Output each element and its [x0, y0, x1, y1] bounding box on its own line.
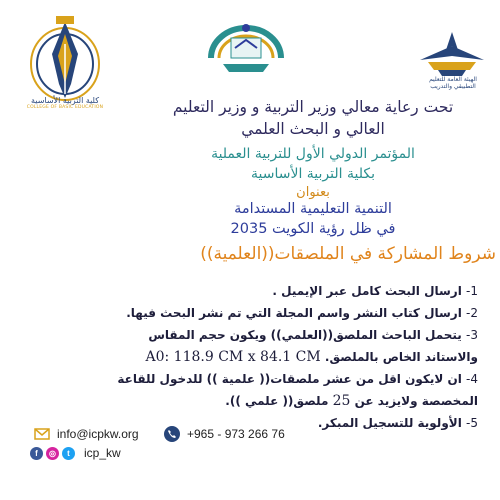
condition-item-3-continued [8, 346, 478, 368]
contact-footer [0, 420, 500, 500]
condition-item-2 [8, 302, 478, 324]
condition-item-4 [8, 368, 478, 390]
max-posters-number: 25 [332, 393, 351, 409]
condition-item-4-continued [8, 390, 478, 412]
college-logo-caption [20, 96, 110, 110]
condition-text: يتحمل الباحث الملصق((العلمي)) ويكون حجم المقاس [148, 328, 462, 342]
instagram-icon[interactable]: ◎ [46, 447, 59, 460]
patron-line-2: العالي و البحث العلمي [241, 120, 385, 138]
condition-number: 1- [466, 284, 478, 298]
patron-line-1: تحت رعاية معالي وزير التربية و وزير التعليم [172, 98, 454, 116]
condition-item-1 [8, 280, 478, 302]
paaet-logo-caption: الهيئة العامة للتعليم التطبيقي والتدريب [429, 76, 477, 90]
conference-emblem-logo [205, 18, 287, 76]
poster-size-spec: A0: 118.9 CM x 84.1 CM [145, 349, 321, 365]
social-handle: icp_kw [84, 446, 121, 460]
condition-text: ارسال كتاب النشر واسم المجلة التي تم نشر البحث فيها. [126, 306, 462, 320]
condition-text: ارسال البحث كامل عبر الإيميل . [272, 284, 462, 298]
email-contact[interactable] [34, 426, 139, 442]
email-address: info@icpkw.org [57, 427, 139, 441]
phone-number: +965 - 973 266 76 [187, 427, 285, 441]
college-caption-english: COLLEGE OF BASIC EDUCATION [26, 105, 104, 110]
condition-text: المخصصة ولايزيد عن [354, 394, 478, 408]
twitter-icon[interactable]: t [62, 447, 75, 460]
theme-line-1: التنمية التعليمية المستدامة [234, 201, 392, 217]
paaet-logo [418, 30, 486, 78]
conditions-list [8, 280, 478, 434]
phone-icon [164, 426, 180, 442]
phone-contact[interactable] [164, 426, 285, 442]
condition-text: ان لايكون اقل من عشر ملصقات(( علمية )) للدخول للقاعة [117, 372, 462, 386]
conditions-section-title: شروط المشاركة في الملصقات((العلمية)) [200, 244, 496, 264]
facebook-icon[interactable]: f [30, 447, 43, 460]
condition-text: الأولوية للتسجيل المبكر. [317, 416, 462, 430]
condition-item-3 [8, 324, 478, 346]
condition-number: 5- [466, 416, 478, 430]
conference-name-line-2: بكلية التربية الأساسية [251, 166, 375, 182]
conference-name-line-1: المؤتمر الدولي الأول للتربية العملية [211, 146, 415, 162]
college-caption-arabic: كلية التربية الأساسية [31, 96, 99, 105]
condition-text: ملصق(( علمي )). [225, 394, 329, 408]
social-links[interactable] [30, 446, 121, 460]
condition-number: 4- [466, 372, 478, 386]
condition-number: 2- [466, 306, 478, 320]
condition-text: والاستاند الخاص بالملصق. [324, 350, 478, 364]
titled-label: بعنوان [296, 185, 330, 200]
condition-number: 3- [466, 328, 478, 342]
theme-line-2: في ظل رؤية الكويت 2035 [230, 221, 396, 237]
mail-icon [34, 426, 50, 442]
